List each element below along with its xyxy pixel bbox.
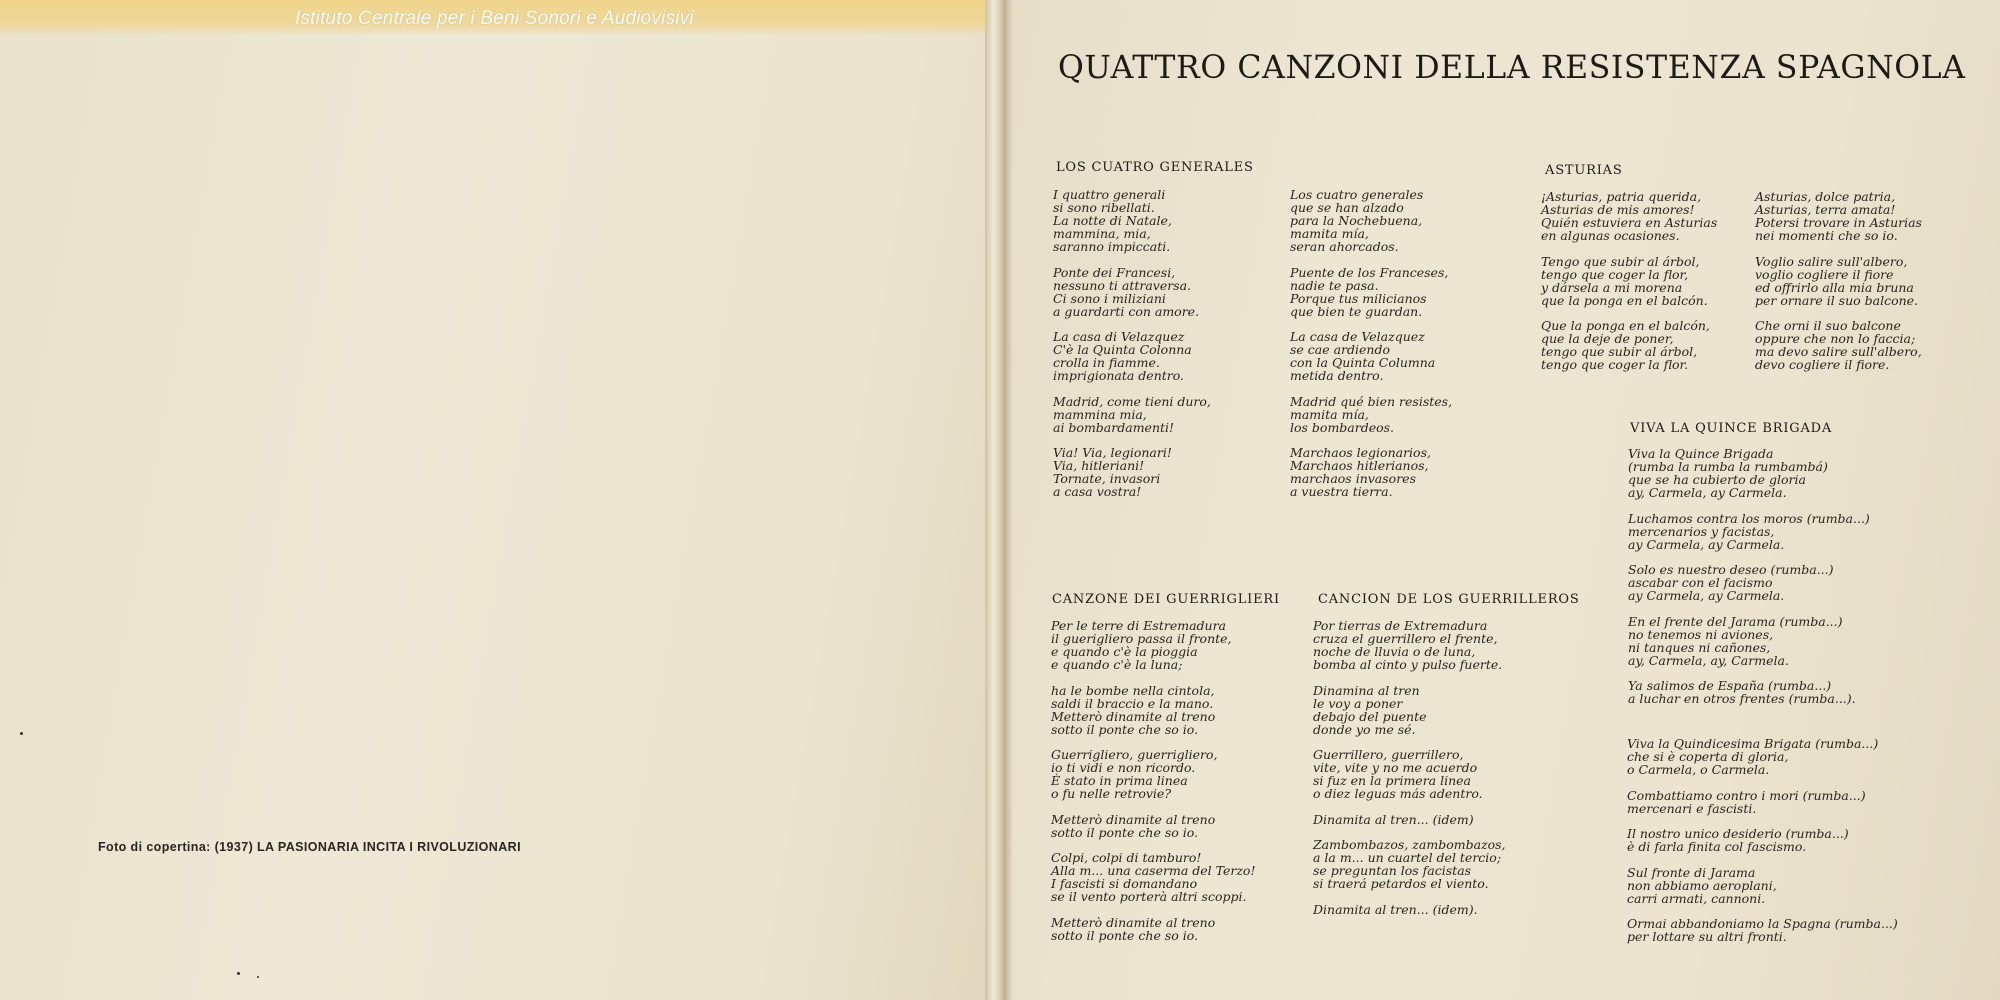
lyric-line: nadie te pasa. <box>1290 277 1379 293</box>
lyric-line: Marchaos hitlerianos, <box>1290 458 1429 473</box>
lyric-line: La casa di Velazquez <box>1053 329 1185 344</box>
lyric-line: ay Carmela, ay Carmela. <box>1628 536 1785 552</box>
lyric-line: voglio cogliere il fiore <box>1755 266 1894 282</box>
lyric-line: La casa de Velazquez <box>1290 329 1425 344</box>
stanza <box>1313 903 1506 916</box>
lyric-line: que bien te guardan. <box>1290 303 1423 319</box>
lyric-line: ay, Carmela, ay Carmela. <box>1628 485 1787 500</box>
lyric-line: Que la ponga en el balcón, <box>1541 318 1710 333</box>
stanza <box>1313 619 1506 671</box>
lyric-line: donde yo me sé. <box>1313 721 1416 737</box>
lyric-line: ay, Carmela, ay, Carmela. <box>1628 652 1789 668</box>
lyric-line: ay Carmela, ay Carmela. <box>1628 588 1785 603</box>
lyric-line: para la Nochebuena, <box>1290 213 1423 228</box>
lyric-line: Guerrillero, guerrillero, <box>1313 747 1464 762</box>
lyric-line: los bombardeos. <box>1290 419 1395 435</box>
lyric-line: seran ahorcados. <box>1290 239 1399 254</box>
lyric-line: Dinamita al tren... (idem). <box>1313 901 1478 917</box>
lyric-line: que se ha cubierto de gloria <box>1628 472 1806 487</box>
stanza <box>1628 679 1870 705</box>
lyric-line: Marchaos legionarios, <box>1290 445 1431 460</box>
lyric-line: que la deje de poner, <box>1541 331 1674 346</box>
lyric-line: È stato in prima linea <box>1051 773 1188 788</box>
lyrics-cuatro-generales-italian <box>1053 188 1211 511</box>
lyric-line: I fascisti si domandano <box>1051 876 1198 891</box>
lyric-line: con la Quinta Columna <box>1290 355 1436 370</box>
lyric-line: è di farla finita col fascismo. <box>1627 839 1807 854</box>
stanza <box>1627 789 1898 815</box>
lyric-line: se il vento porterà altri scoppi. <box>1051 889 1247 904</box>
lyric-line: Tengo que subir al árbol, <box>1541 253 1700 269</box>
left-page <box>0 0 985 1000</box>
lyric-line: Alla m... una caserma del Terzo! <box>1051 863 1256 878</box>
lyric-line: per lottare su altri fronti. <box>1627 929 1787 944</box>
lyric-line: oppure che non lo faccia; <box>1755 331 1916 346</box>
lyric-line: nei momenti che so io. <box>1755 228 1898 243</box>
lyric-line: Via, hitleriani! <box>1053 458 1145 473</box>
lyric-line: a la m... un cuartel del tercio; <box>1313 850 1502 865</box>
stanza <box>1627 737 1898 776</box>
lyric-line: noche de lluvia o de luna, <box>1313 644 1476 659</box>
lyric-line: Asturias, terra amata! <box>1755 202 1896 217</box>
stanza <box>1051 684 1256 736</box>
lyric-line: Via! Via, legionari! <box>1053 445 1172 460</box>
stanza <box>1313 684 1506 736</box>
lyric-line: metida dentro. <box>1290 368 1384 383</box>
song-title-guerrilleros: CANCION DE LOS GUERRILLEROS <box>1318 592 1580 607</box>
stanza <box>1627 866 1898 905</box>
lyric-line: si fuz en la primera linea <box>1313 773 1471 788</box>
paper-speck <box>20 732 23 735</box>
stanza <box>1053 330 1211 382</box>
lyric-line: sotto il ponte che so io. <box>1051 927 1199 943</box>
lyric-line: marchaos invasores <box>1290 471 1416 486</box>
stanza <box>1290 266 1452 318</box>
book-spine <box>985 0 1013 1000</box>
lyrics-guerriglieri-italian <box>1051 619 1256 954</box>
lyric-line: cruza el guerrillero el frente, <box>1313 631 1498 646</box>
stanza <box>1627 827 1898 853</box>
lyrics-asturias-italian <box>1755 190 1922 384</box>
stanza <box>1755 255 1922 307</box>
lyric-line: Sul fronte di Jarama <box>1627 864 1756 880</box>
stanza <box>1290 330 1452 382</box>
page-title: QUATTRO CANZONI DELLA RESISTENZA SPAGNOLA <box>1058 50 1966 86</box>
stanza <box>1053 395 1211 434</box>
stanza <box>1051 851 1256 903</box>
paper-speck <box>237 972 240 975</box>
lyric-line: ¡Asturias, patria querida, <box>1541 189 1702 204</box>
lyric-line: y dársela a mi morena <box>1541 279 1683 295</box>
lyric-line: Asturias de mis amores! <box>1541 202 1695 217</box>
stanza <box>1541 319 1717 371</box>
lyric-line: mamita mía, <box>1290 406 1369 422</box>
lyric-line: Metterò dinamite al treno <box>1051 914 1216 930</box>
lyric-line: tengo que subir al árbol, <box>1541 344 1698 359</box>
lyric-line: carri armati, cannoni. <box>1627 890 1766 906</box>
lyric-line: a vuestra tierra. <box>1290 484 1393 499</box>
lyric-line: ni tanques ni cañones, <box>1628 639 1771 655</box>
lyrics-quince-brigada-italian <box>1627 737 1898 956</box>
stanza <box>1628 615 1870 667</box>
lyric-line: vite, vite y no me acuerdo <box>1313 760 1478 775</box>
lyric-line: C'è la Quinta Colonna <box>1053 342 1192 357</box>
lyric-line: tengo que coger la flor, <box>1541 266 1689 282</box>
lyric-line: Ponte dei Francesi, <box>1053 264 1176 280</box>
lyric-line: que la ponga en el balcón. <box>1541 292 1708 308</box>
lyric-line: ma devo salire sull'albero, <box>1755 344 1922 359</box>
watermark-banner <box>0 0 985 34</box>
lyric-line: Porque tus milicianos <box>1290 290 1427 306</box>
cover-photo-caption: Foto di copertina: (1937) LA PASIONARIA INCITA I RIVOLUZIONARI <box>98 840 521 854</box>
song-title-guerriglieri: CANZONE DEI GUERRIGLIERI <box>1052 592 1280 607</box>
stanza <box>1627 917 1898 943</box>
lyric-line: Por tierras de Extremadura <box>1313 618 1488 633</box>
stanza <box>1051 813 1256 839</box>
lyric-line: Madrid, come tieni duro, <box>1053 393 1211 409</box>
lyric-line: Che orni il suo balcone <box>1755 318 1901 333</box>
lyric-line: Il nostro unico desiderio (rumba...) <box>1627 826 1849 841</box>
lyric-line: Potersi trovare in Asturias <box>1755 215 1922 230</box>
lyric-line: se preguntan los facistas <box>1313 863 1472 878</box>
lyric-line: Combattiamo contro i mori (rumba...) <box>1627 787 1866 803</box>
lyric-line: (rumba la rumba la rumbambá) <box>1628 459 1828 474</box>
lyric-line: per ornare il suo balcone. <box>1755 292 1919 308</box>
lyric-line: I quattro generali <box>1053 187 1166 202</box>
stanza <box>1051 916 1256 942</box>
lyric-line: Viva la Quince Brigada <box>1628 446 1774 461</box>
lyric-line: ai bombardamenti! <box>1053 419 1175 435</box>
lyric-line: se cae ardiendo <box>1290 342 1391 357</box>
lyric-line: no tenemos ni aviones, <box>1628 626 1774 642</box>
stanza <box>1755 319 1922 371</box>
watermark-text: Istituto Centrale per i Beni Sonori e Audiovisivi <box>295 8 694 29</box>
paper-speck <box>257 976 259 978</box>
song-title-quince-brigada: VIVA LA QUINCE BRIGADA <box>1630 421 1833 436</box>
lyrics-quince-brigada-spanish <box>1628 447 1870 718</box>
stanza <box>1290 446 1452 498</box>
stanza <box>1053 446 1211 498</box>
lyric-line: il guerigliero passa il fronte, <box>1051 631 1232 646</box>
stanza <box>1051 748 1256 800</box>
song-title-cuatro-generales: LOS CUATRO GENERALES <box>1056 160 1254 175</box>
lyric-line: tengo que coger la flor. <box>1541 357 1689 372</box>
lyric-line: imprigionata dentro. <box>1053 368 1185 383</box>
lyric-line: io ti vidi e non ricordo. <box>1051 760 1196 775</box>
lyric-line: Quién estuviera en Asturias <box>1541 215 1718 230</box>
lyric-line: sotto il ponte che so io. <box>1051 721 1199 737</box>
lyric-line: Solo es nuestro deseo (rumba...) <box>1628 562 1834 577</box>
lyric-line: Dinamita al tren... (idem) <box>1313 811 1474 827</box>
lyric-line: ed offrirlo alla mia bruna <box>1755 279 1914 295</box>
lyric-line: Ci sono i miliziani <box>1053 290 1166 306</box>
lyric-line: e quando c'è la luna; <box>1051 657 1183 672</box>
stanza <box>1290 188 1452 253</box>
lyric-line: La notte di Natale, <box>1053 213 1172 228</box>
stanza <box>1628 563 1870 602</box>
lyric-line: mamita mía, <box>1290 226 1369 241</box>
lyric-line: crolla in fiamme. <box>1053 355 1160 370</box>
lyric-line: a luchar en otros frentes (rumba...). <box>1628 691 1856 706</box>
stanza <box>1313 813 1506 826</box>
lyric-line: Viva la Quindicesima Brigata (rumba...) <box>1627 736 1879 751</box>
lyric-line: devo cogliere il fiore. <box>1755 357 1890 372</box>
lyrics-asturias-spanish <box>1541 190 1717 384</box>
lyric-line: saranno impiccati. <box>1053 239 1171 254</box>
lyric-line: Puente de los Franceses, <box>1290 264 1449 280</box>
lyric-line: a casa vostra! <box>1053 484 1142 499</box>
song-title-asturias: ASTURIAS <box>1545 163 1623 178</box>
lyric-line: si sono ribellati. <box>1053 200 1155 215</box>
lyric-line: mammina, mia, <box>1053 226 1151 241</box>
lyric-line: Tornate, invasori <box>1053 471 1161 486</box>
stanza <box>1290 395 1452 434</box>
lyric-line: saldi il braccio e la mano. <box>1051 695 1214 711</box>
lyrics-guerrilleros-spanish <box>1313 619 1506 928</box>
lyric-line: debajo del puente <box>1313 708 1427 724</box>
lyric-line: que se han alzado <box>1290 200 1404 215</box>
lyric-line: Per le terre di Estremadura <box>1051 618 1226 633</box>
lyric-line: non abbiamo aeroplani, <box>1627 877 1777 893</box>
lyrics-cuatro-generales-spanish <box>1290 188 1452 511</box>
lyric-line: Ormai abbandoniamo la Spagna (rumba...) <box>1627 916 1898 931</box>
lyric-line: ha le bombe nella cintola, <box>1051 682 1215 698</box>
lyric-line: si traerá petardos el viento. <box>1313 876 1489 891</box>
lyric-line: e quando c'è la pioggia <box>1051 644 1198 659</box>
lyric-line: che si è coperta di gloria, <box>1627 749 1789 764</box>
lyric-line: le voy a poner <box>1313 695 1403 711</box>
stanza <box>1755 190 1922 242</box>
lyric-line: o diez leguas más adentro. <box>1313 786 1483 801</box>
lyric-line: bomba al cinto y pulso fuerte. <box>1313 657 1503 672</box>
lyric-line: ascabar con el facismo <box>1628 575 1773 590</box>
stanza <box>1541 190 1717 242</box>
lyric-line: Ya salimos de España (rumba...) <box>1628 678 1832 693</box>
stanza <box>1628 512 1870 551</box>
lyric-line: mercenari e fascisti. <box>1627 800 1757 816</box>
lyric-line: mammina mia, <box>1053 406 1147 422</box>
lyric-line: nessuno ti attraversa. <box>1053 277 1192 293</box>
lyric-line: a guardarti con amore. <box>1053 303 1200 319</box>
lyric-line: en algunas ocasiones. <box>1541 228 1680 243</box>
lyric-line: Luchamos contra los moros (rumba...) <box>1628 510 1870 526</box>
lyric-line: mercenarios y facistas, <box>1628 523 1775 539</box>
lyric-line: Guerrigliero, guerrigliero, <box>1051 747 1218 762</box>
lyric-line: En el frente del Jarama (rumba...) <box>1628 613 1843 629</box>
stanza <box>1313 838 1506 890</box>
stanza <box>1628 447 1870 499</box>
stanza <box>1051 619 1256 671</box>
lyric-line: sotto il ponte che so io. <box>1051 824 1199 840</box>
lyric-line: Madrid qué bien resistes, <box>1290 393 1453 409</box>
lyric-line: Zambombazos, zambombazos, <box>1313 837 1506 852</box>
lyric-line: o fu nelle retrovie? <box>1051 786 1172 801</box>
lyric-line: o Carmela, o Carmela. <box>1627 762 1770 777</box>
lyric-line: Colpi, colpi di tamburo! <box>1051 850 1202 865</box>
stanza <box>1053 188 1211 253</box>
stanza <box>1053 266 1211 318</box>
stanza <box>1313 748 1506 800</box>
lyric-line: Los cuatro generales <box>1290 187 1424 202</box>
lyric-line: Asturias, dolce patria, <box>1755 189 1896 204</box>
lyric-line: Metterò dinamite al treno <box>1051 708 1216 724</box>
stanza <box>1541 255 1717 307</box>
lyric-line: Voglio salire sull'albero, <box>1755 253 1908 269</box>
lyric-line: Metterò dinamite al treno <box>1051 811 1216 827</box>
lyric-line: Dinamina al tren <box>1313 682 1420 698</box>
